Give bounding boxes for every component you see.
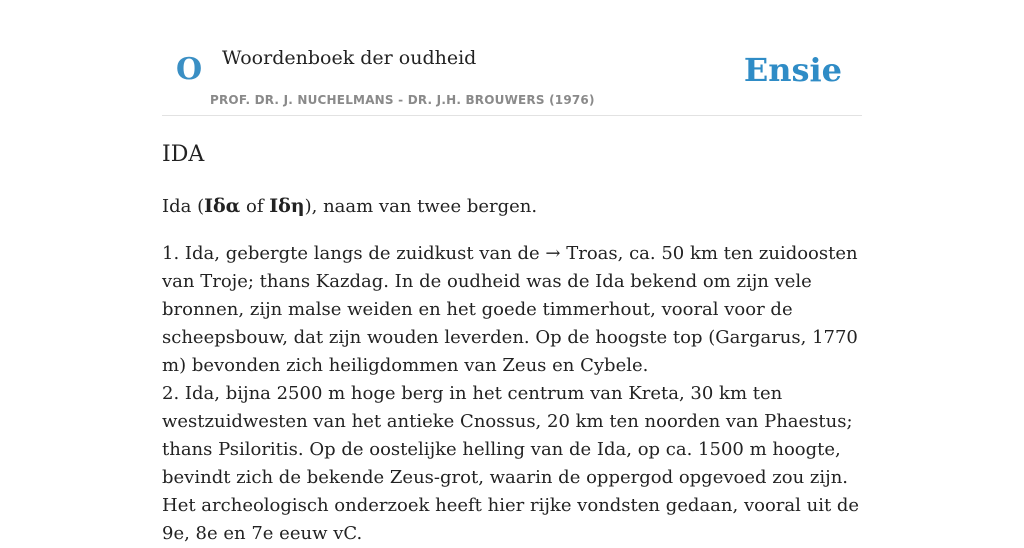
book-authors: PROF. DR. J. NUCHELMANS - DR. J.H. BROUWERS (1976)	[210, 93, 595, 107]
intro-text-start: Ida (	[162, 196, 205, 217]
entry-intro	[162, 192, 862, 221]
intro-text-end: ), naam van twee bergen.	[304, 196, 538, 217]
greek-name-ida: Ιδα	[204, 195, 241, 217]
definition-1	[162, 240, 862, 380]
troas-link[interactable]: → Troas	[545, 243, 618, 264]
greek-name-ide: Ιδη	[269, 195, 305, 217]
index-letter[interactable]: O	[176, 52, 203, 87]
book-title[interactable]: Woordenboek der oudheid	[222, 47, 477, 69]
page	[162, 0, 862, 548]
definition-2: 2. Ida, bijna 2500 m hoge berg in het centrum van Kreta, 30 km ten westzuidwesten van het antieke Cnossus, 20 km ten noorden van Phaestus; thans Psiloritis. Op de oostelijke helling van de Ida, op ca. 1500 m hoogte, bevindt zich de bekende Zeus-grot, waarin de oppergod opgevoed zou zijn. Het archeologisch onderzoek heeft hier rijke vondsten gedaan, vooral uit de 9e, 8e en 7e eeuw vC.	[162, 383, 860, 544]
definition-1-rest: , ca. 50 km ten zuidoosten van Troje; thans Kazdag. In de oudheid was de Ida bekend om zijn vele bronnen, zijn malse weiden en het goede timmerhout, vooral voor de scheepsbouw, dat zijn wouden leverden. Op de hoogste top (Gargarus, 1770 m) bevonden zich heiligdommen van Zeus en Cybele.	[162, 243, 858, 376]
ensie-logo[interactable]: Ensie	[743, 51, 842, 89]
entry-title: IDA	[162, 142, 205, 167]
definition-1-start: 1. Ida, gebergte langs de zuidkust van de	[162, 243, 546, 264]
entry-content	[162, 192, 862, 548]
dictionary-header	[162, 0, 862, 116]
intro-text-of: of	[240, 196, 270, 217]
